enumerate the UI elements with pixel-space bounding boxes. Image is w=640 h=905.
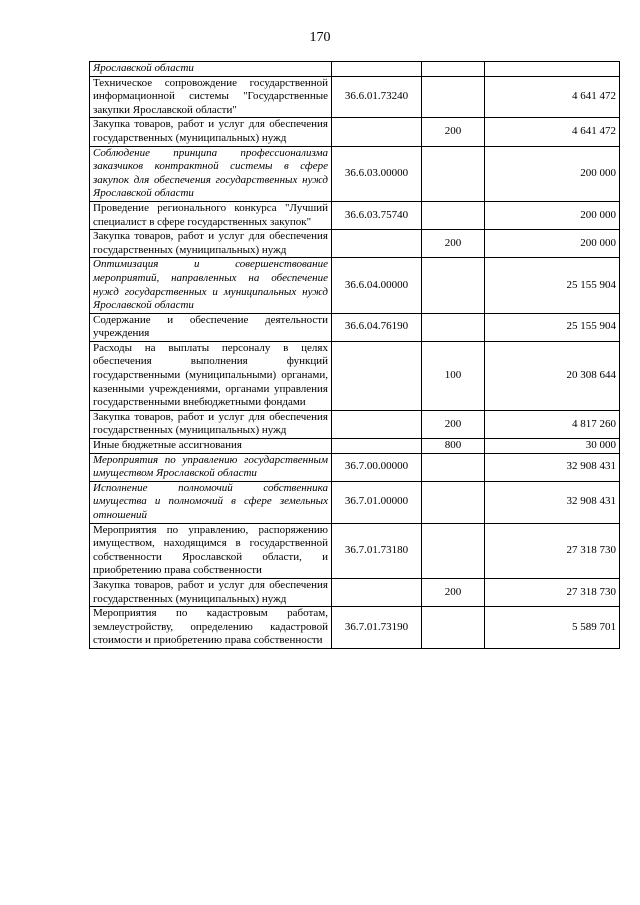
item-sum: 4 817 260	[485, 410, 620, 438]
item-name: Мероприятия по управлению, распоряжению имуществом, находящимся в государственной собственности Ярославской области, и приобретению права собственности	[90, 523, 332, 578]
item-expense-type	[422, 76, 485, 118]
item-sum: 32 908 431	[485, 453, 620, 481]
item-code	[332, 118, 422, 146]
item-name: Иные бюджетные ассигнования	[90, 439, 332, 454]
table-row	[90, 439, 620, 454]
item-code	[332, 230, 422, 258]
table-row	[90, 341, 620, 410]
item-expense-type	[422, 523, 485, 578]
item-sum: 27 318 730	[485, 523, 620, 578]
item-sum: 5 589 701	[485, 607, 620, 649]
item-name: Содержание и обеспечение деятельности учреждения	[90, 313, 332, 341]
item-expense-type	[422, 258, 485, 313]
item-code	[332, 578, 422, 606]
table-row	[90, 62, 620, 77]
item-sum: 20 308 644	[485, 341, 620, 410]
item-sum	[485, 62, 620, 77]
item-name: Мероприятия по кадастровым работам, землеустройству, определению кадастровой стоимости и приобретению права собственности	[90, 607, 332, 649]
item-expense-type: 200	[422, 410, 485, 438]
item-expense-type	[422, 313, 485, 341]
item-code	[332, 439, 422, 454]
item-code: 36.7.01.00000	[332, 481, 422, 523]
item-name: Закупка товаров, работ и услуг для обеспечения государственных (муниципальных) нужд	[90, 118, 332, 146]
item-sum: 30 000	[485, 439, 620, 454]
item-name: Ярославской области	[90, 62, 332, 77]
item-expense-type	[422, 146, 485, 201]
item-expense-type: 200	[422, 118, 485, 146]
item-name: Мероприятия по управлению государственным имуществом Ярославской области	[90, 453, 332, 481]
item-expense-type	[422, 481, 485, 523]
item-sum: 27 318 730	[485, 578, 620, 606]
item-expense-type: 200	[422, 230, 485, 258]
table-row	[90, 481, 620, 523]
item-code	[332, 341, 422, 410]
item-name: Закупка товаров, работ и услуг для обеспечения государственных (муниципальных) нужд	[90, 410, 332, 438]
table-row	[90, 410, 620, 438]
item-sum: 32 908 431	[485, 481, 620, 523]
item-sum: 200 000	[485, 230, 620, 258]
item-code: 36.6.03.00000	[332, 146, 422, 201]
table-row	[90, 607, 620, 649]
item-sum: 4 641 472	[485, 118, 620, 146]
table-row	[90, 76, 620, 118]
table-row	[90, 230, 620, 258]
item-name: Соблюдение принципа профессионализма заказчиков контрактной системы в сфере закупок для обеспечения государственных нужд Ярославской области	[90, 146, 332, 201]
item-expense-type	[422, 453, 485, 481]
item-name: Закупка товаров, работ и услуг для обеспечения государственных (муниципальных) нужд	[90, 230, 332, 258]
item-code: 36.7.01.73190	[332, 607, 422, 649]
item-code: 36.6.01.73240	[332, 76, 422, 118]
item-expense-type: 800	[422, 439, 485, 454]
table-row	[90, 313, 620, 341]
item-expense-type	[422, 62, 485, 77]
item-expense-type: 100	[422, 341, 485, 410]
table-row	[90, 453, 620, 481]
item-name: Исполнение полномочий собственника имущества и полномочий в сфере земельных отношений	[90, 481, 332, 523]
item-code: 36.6.03.75740	[332, 201, 422, 229]
item-code: 36.6.04.76190	[332, 313, 422, 341]
item-sum: 200 000	[485, 146, 620, 201]
item-name: Проведение регионального конкурса "Лучший специалист в сфере государственных закупок"	[90, 201, 332, 229]
item-sum: 25 155 904	[485, 313, 620, 341]
item-sum: 25 155 904	[485, 258, 620, 313]
item-expense-type	[422, 201, 485, 229]
item-sum: 200 000	[485, 201, 620, 229]
table-row	[90, 258, 620, 313]
budget-table	[89, 61, 620, 649]
item-sum: 4 641 472	[485, 76, 620, 118]
table-row	[90, 578, 620, 606]
item-code: 36.6.04.00000	[332, 258, 422, 313]
page-number: 170	[309, 30, 331, 45]
item-code	[332, 410, 422, 438]
item-name: Расходы на выплаты персоналу в целях обеспечения выполнения функций государственными (муниципальными) органами, казенными учреждениями, органами управления государственными внебюджетными фондами	[90, 341, 332, 410]
item-code: 36.7.00.00000	[332, 453, 422, 481]
table-row	[90, 201, 620, 229]
item-expense-type	[422, 607, 485, 649]
table-row	[90, 523, 620, 578]
table-row	[90, 118, 620, 146]
item-code	[332, 62, 422, 77]
table-row	[90, 146, 620, 201]
item-expense-type: 200	[422, 578, 485, 606]
item-name: Техническое сопровождение государственной информационной системы "Государственные закупки Ярославской области"	[90, 76, 332, 118]
item-code: 36.7.01.73180	[332, 523, 422, 578]
item-name: Оптимизация и совершенствование мероприятий, направленных на обеспечение нужд государственных и муниципальных нужд Ярославской области	[90, 258, 332, 313]
item-name: Закупка товаров, работ и услуг для обеспечения государственных (муниципальных) нужд	[90, 578, 332, 606]
